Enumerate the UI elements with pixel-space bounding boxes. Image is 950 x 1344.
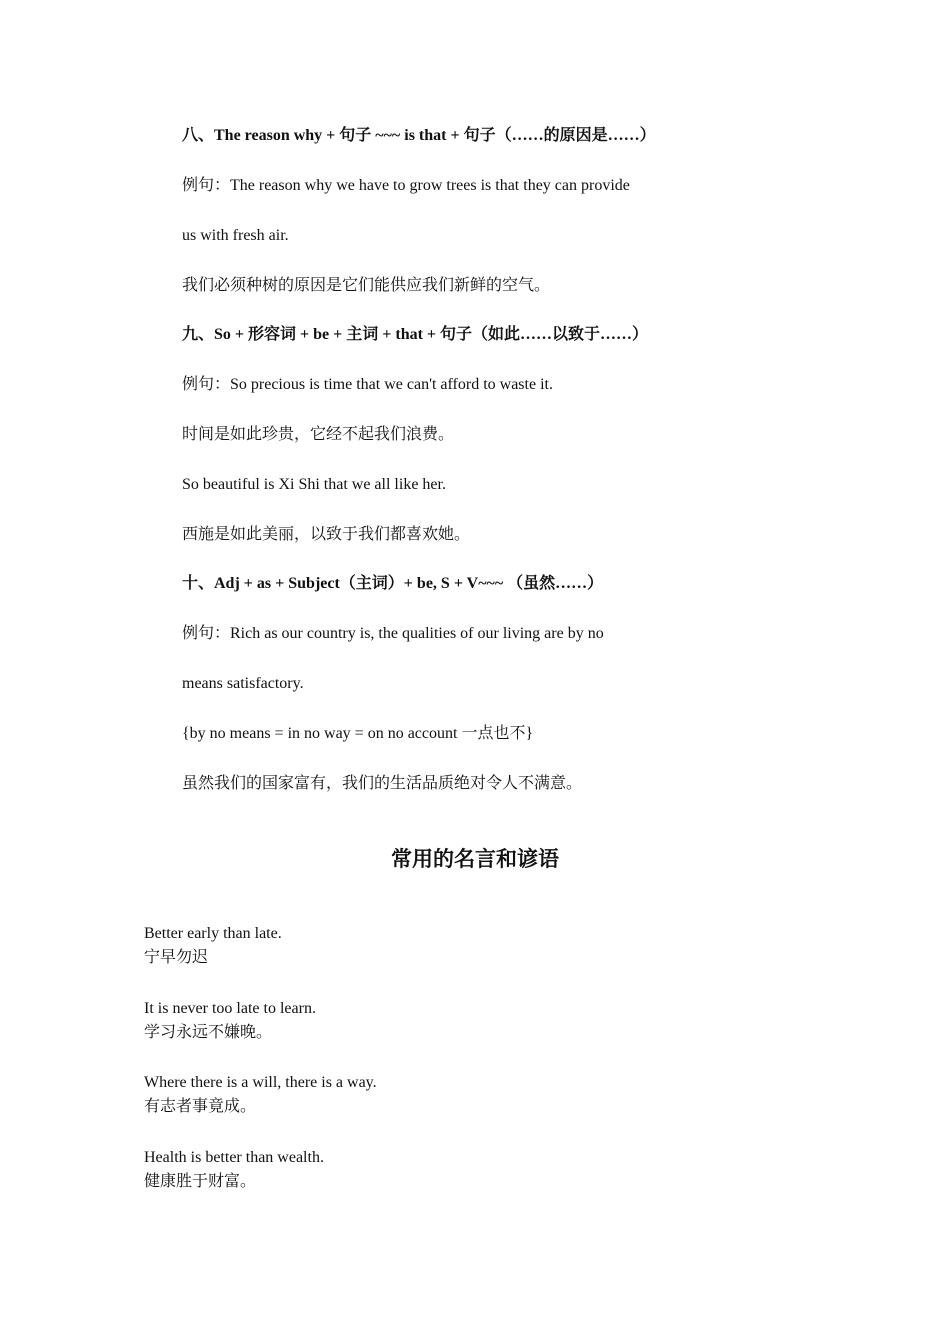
section-10-example-line-2: means satisfactory. xyxy=(182,675,304,692)
proverb-item xyxy=(144,1071,377,1119)
proverb-item xyxy=(144,1146,324,1194)
section-8-translation: 我们必须种树的原因是它们能供应我们新鲜的空气。 xyxy=(182,277,551,294)
section-9-translation-2: 西施是如此美丽，以致于我们都喜欢她。 xyxy=(182,526,471,543)
proverb-chinese: 有志者事竟成。 xyxy=(144,1098,257,1115)
section-8-example-line-2: us with fresh air. xyxy=(182,227,289,244)
section-9-heading: 九、So + 形容词 + be + 主词 + that + 句子（如此……以致于……） xyxy=(182,326,649,343)
section-10-note: {by no means = in no way = on no account 一点也不} xyxy=(182,725,534,742)
proverb-english: Where there is a will, there is a way. xyxy=(144,1074,377,1091)
section-8-heading: 八、The reason why + 句子 ~~~ is that + 句子（……的原因是……） xyxy=(182,127,656,144)
section-10-example-line-1: 例句：Rich as our country is, the qualities of our living are by no xyxy=(182,625,604,642)
proverb-english: Health is better than wealth. xyxy=(144,1149,324,1166)
section-9-example-1: 例句：So precious is time that we can't afford to waste it. xyxy=(182,376,553,393)
section-8-example-line-1: 例句：The reason why we have to grow trees is that they can provide xyxy=(182,177,630,194)
proverb-chinese: 健康胜于财富。 xyxy=(144,1173,257,1190)
section-10-heading: 十、Adj + as + Subject（主词）+ be, S + V~~~ （虽然……） xyxy=(182,575,604,592)
proverbs-title: 常用的名言和谚语 xyxy=(391,847,559,871)
section-9-translation-1: 时间是如此珍贵，它经不起我们浪费。 xyxy=(182,426,455,443)
proverb-chinese: 宁早勿迟 xyxy=(144,949,209,966)
proverb-item xyxy=(144,922,282,970)
proverb-item xyxy=(144,997,316,1045)
section-9-example-2: So beautiful is Xi Shi that we all like her. xyxy=(182,476,446,493)
proverb-english: It is never too late to learn. xyxy=(144,1000,316,1017)
proverb-chinese: 学习永远不嫌晚。 xyxy=(144,1024,273,1041)
section-10-translation: 虽然我们的国家富有，我们的生活品质绝对令人不满意。 xyxy=(182,775,583,792)
proverb-english: Better early than late. xyxy=(144,925,282,942)
